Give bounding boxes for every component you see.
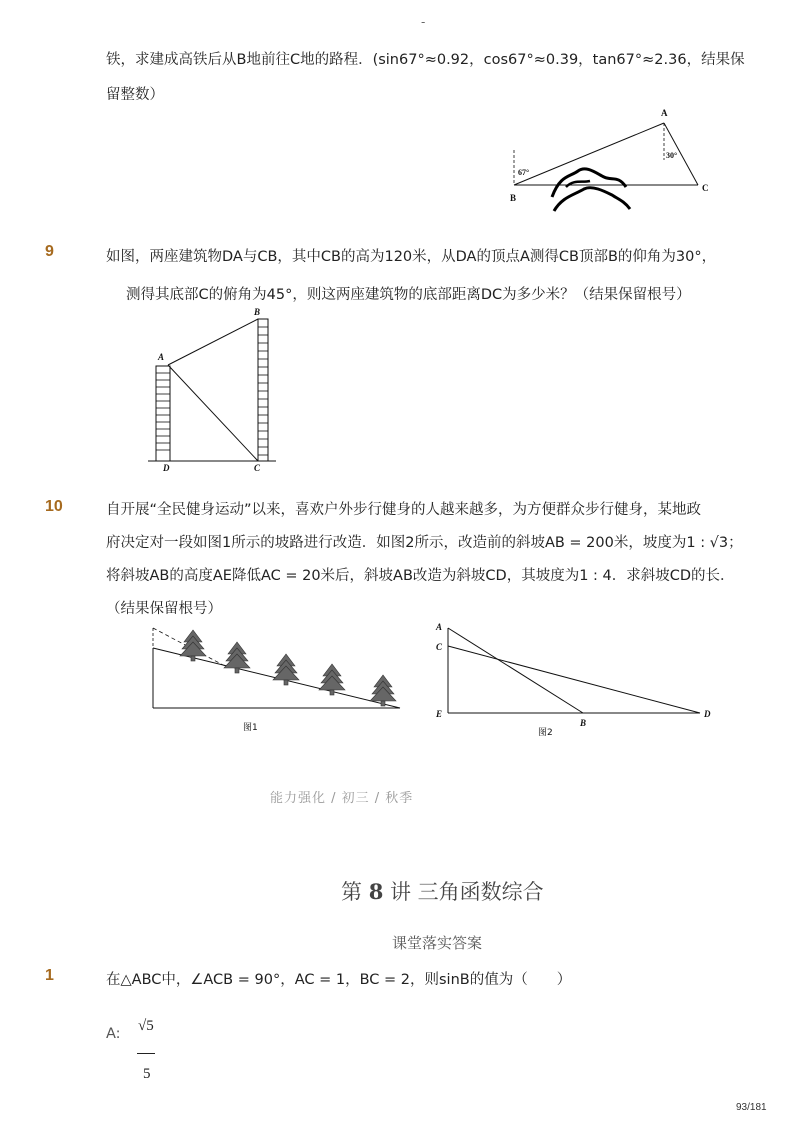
- fig9-label-b: B: [254, 307, 261, 317]
- q10-number: 10: [45, 498, 63, 515]
- fig2-label-b: B: [580, 718, 587, 728]
- q9-text-line1: 如图，两座建筑物DA与CB，其中CB的高为120米，从DA的顶点A测得CB顶部B的仰角为30°，: [106, 249, 717, 265]
- fig9-label-d: D: [163, 463, 170, 473]
- fig2-label-d: D: [704, 709, 711, 719]
- q10-text-line2: 府决定对一段如图1所示的坡路进行改造．如图2所示，改造前的斜坡AB = 200米，坡度为1 : √3；: [106, 535, 743, 551]
- q9-text-line2: 测得其底部C的俯角为45°，则这两座建筑物的底部距离DC为多少米？（结果保留根号）: [126, 287, 691, 303]
- lecture-subtitle: 课堂落实答案: [392, 934, 483, 952]
- fig9-label-a: A: [158, 352, 165, 362]
- page-footer: 能力强化 / 初三 / 秋季: [270, 791, 414, 806]
- q8-figure: [500, 105, 720, 220]
- fig2-label-e: E: [436, 709, 443, 719]
- fig1-caption: 图1: [243, 723, 258, 733]
- q10-text-line1: 自开展“全民健身运动”以来，喜欢户外步行健身的人越来越多，为方便群众步行健身，某地政: [106, 502, 702, 518]
- q9-number: 9: [45, 243, 54, 260]
- ans1-number: 1: [45, 967, 54, 984]
- page-number: 93/181: [736, 1102, 767, 1113]
- fig2-label-c: C: [436, 642, 443, 652]
- header-mark: -: [421, 15, 426, 29]
- ans1-option-numerator: √5: [138, 1018, 154, 1034]
- q9-figure: [148, 306, 283, 476]
- fig8-label-b: B: [510, 193, 517, 203]
- lecture-title: [341, 876, 544, 906]
- ans1-option-label: A:: [106, 1026, 121, 1042]
- q10-figure2: [430, 620, 720, 745]
- q10-text-line4: （结果保留根号）: [106, 601, 222, 617]
- q8-text-line2: 留整数）: [106, 87, 164, 103]
- q10-figure1: [150, 620, 405, 740]
- ans1-question: 在△ABC中，∠ACB = 90°，AC = 1，BC = 2，则sinB的值为（ ）: [106, 972, 572, 988]
- ans1-option-denominator: 5: [143, 1066, 151, 1082]
- lecture-title-pre: 第: [341, 880, 362, 904]
- fig8-angle-67: 67°: [518, 168, 530, 177]
- lecture-title-post: 讲 三角函数综合: [390, 880, 544, 904]
- fig8-angle-30: 30°: [666, 151, 678, 160]
- q8-text-line1: 铁，求建成高铁后从B地前往C地的路程．(sin67°≈0.92，cos67°≈0.39，tan67°≈2.36，结果保: [106, 52, 745, 68]
- fig2-label-a: A: [436, 622, 443, 632]
- fig8-label-c: C: [702, 183, 709, 193]
- tree-icons: [180, 630, 396, 706]
- lecture-title-num: 8: [368, 879, 384, 904]
- fraction-bar: [137, 1053, 155, 1054]
- q10-text-line3: 将斜坡AB的高度AE降低AC = 20米后，斜坡AB改造为斜坡CD，其坡度为1 : 4．求斜坡CD的长．: [106, 568, 735, 584]
- fig2-caption: 图2: [538, 728, 553, 738]
- fig8-label-a: A: [661, 108, 668, 118]
- fig9-label-c: C: [254, 463, 261, 473]
